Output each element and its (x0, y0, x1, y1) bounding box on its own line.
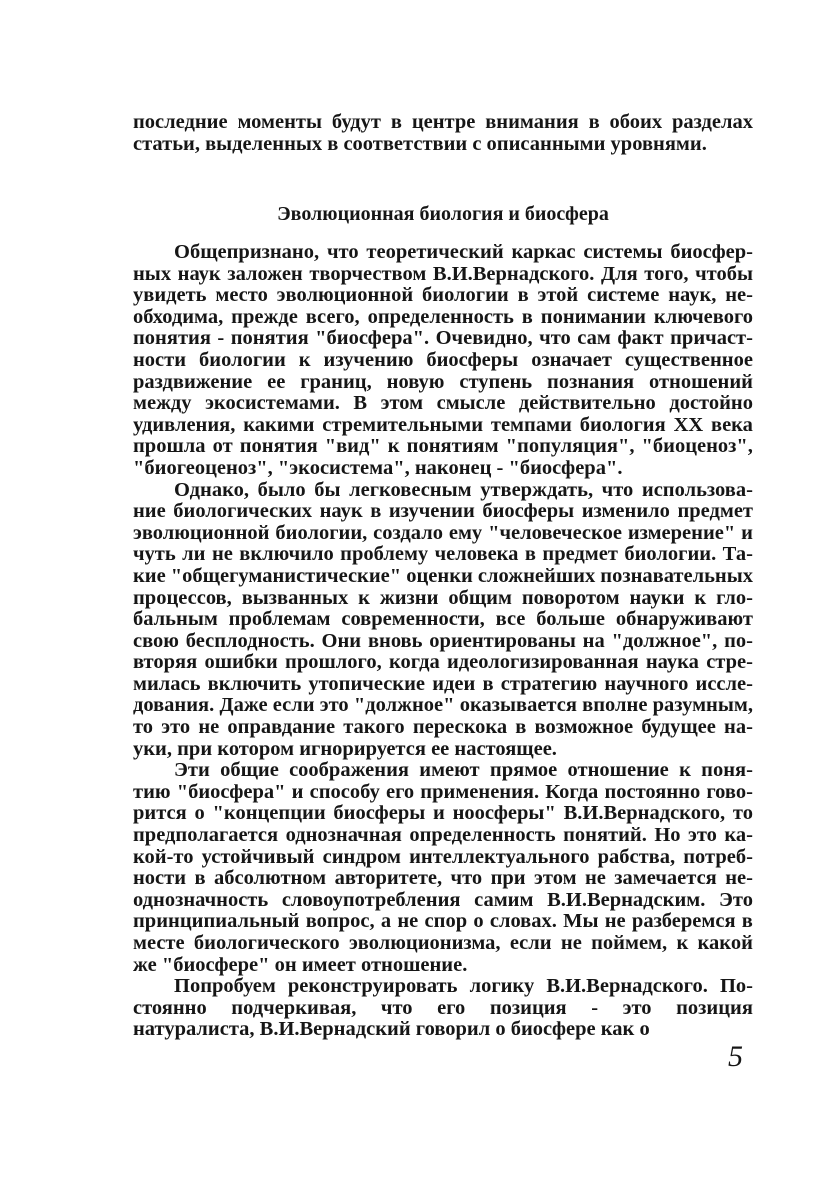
paragraph-line: ных наук заложен творчеством В.И.Вернадского. Для того, чтобы (133, 262, 753, 285)
paragraph-line: "биогеоценоз", "экосистема", наконец - "биосфера". (133, 456, 623, 479)
paragraph-line: ности биологии к изучению биосферы означает существенное (133, 348, 753, 371)
paragraph-line: дования. Даже если это "должное" оказывается вполне разумным, (133, 694, 753, 717)
paragraph-line: принципиальный вопрос, а не спор о словах. Мы не разберемся в (133, 910, 753, 933)
paragraph-line: увидеть место эволюционной биологии в этой системе наук, не- (133, 284, 753, 307)
intro-line: последние моменты будут в центре внимания в обоих разделах (133, 111, 753, 133)
paragraph-line: понятия - понятия "биосфера". Очевидно, что сам факт причаст- (133, 327, 753, 350)
paragraph-line: обходима, прежде всего, определенность в понимании ключевого (133, 305, 753, 328)
paragraph-line: месте биологического эволюционизма, если не поймем, к какой (133, 932, 753, 954)
intro-text (133, 112, 753, 155)
paragraph-line: кие "общегуманистические" оценки сложнейших познавательных (133, 564, 753, 587)
paragraph-line: раздвижение ее границ, новую ступень познания отношений (133, 370, 753, 393)
paragraph-line: чуть ли не включило проблему человека в предмет биологии. Та- (133, 543, 753, 566)
paragraph-line: однозначность словоупотребления самим В.И.Вернадским. Это (133, 888, 753, 911)
paragraph-line: Общепризнано, что теоретический каркас системы биосфер- (174, 241, 753, 263)
paragraph-line: эволюционной биологии, создало ему "человеческое измерение" и (133, 521, 753, 544)
paragraph-line: ности в абсолютном авторитете, что при этом не замечается не- (133, 867, 753, 890)
page-number: 5 (728, 1040, 743, 1073)
paragraph-line: между экосистемами. В этом смысле действительно достойно (133, 392, 753, 415)
intro-line: статьи, выделенных в соответствии с описанными уровнями. (133, 132, 707, 155)
section-title: Эволюционная биология и биосфера (277, 203, 609, 225)
paragraph-line: прошла от понятия "вид" к понятиям "популяция", "биоценоз", (133, 435, 753, 458)
body-text (133, 242, 753, 1041)
paragraph-line: бальным проблемам современности, все больше обнаруживают (133, 608, 753, 631)
paragraph-line: Эти общие соображения имеют прямое отношение к поня- (174, 759, 753, 782)
paragraph-line: то это не оправдание такого перескока в возможное будущее на- (133, 716, 753, 739)
paragraph-line: процессов, вызванных к жизни общим поворотом науки к гло- (133, 586, 753, 609)
paragraph-line: стоянно подчеркивая, что его позиция - это позиция (133, 996, 753, 1019)
paragraph-line: рится о "концепции биосферы и ноосферы" В.И.Вернадского, то (133, 802, 753, 825)
paragraph-line: вторяя ошибки прошлого, когда идеологизированная наука стре- (133, 651, 753, 674)
paragraph-line: ние биологических наук в изучении биосферы изменило предмет (133, 500, 753, 523)
paragraph-line: свою бесплодность. Они вновь ориентированы на "должное", по- (133, 629, 753, 652)
paragraph-line: кой-то устойчивый синдром интеллектуального рабства, потреб- (133, 845, 753, 868)
paragraph-line: натуралиста, В.И.Вернадский говорил о биосфере как о (133, 1018, 650, 1041)
paragraph-line: предполагается однозначная определенность понятий. Но это ка- (133, 824, 753, 847)
paragraph-line: Однако, было бы легковесным утверждать, что использова- (174, 478, 753, 501)
paragraph-line: уки, при котором игнорируется ее настоящее. (133, 737, 557, 760)
paragraph-line: же "биосфере" он имеет отношение. (133, 953, 468, 976)
paragraph-line: Попробуем реконструировать логику В.И.Вернадского. По- (174, 975, 753, 998)
paragraph-line: тию "биосфера" и способу его применения. Когда постоянно гово- (133, 780, 753, 803)
paragraph-line: удивления, какими стремительными темпами биология XX века (133, 413, 753, 436)
paragraph-line: милась включить утопические идеи в стратегию научного иссле- (133, 672, 753, 695)
